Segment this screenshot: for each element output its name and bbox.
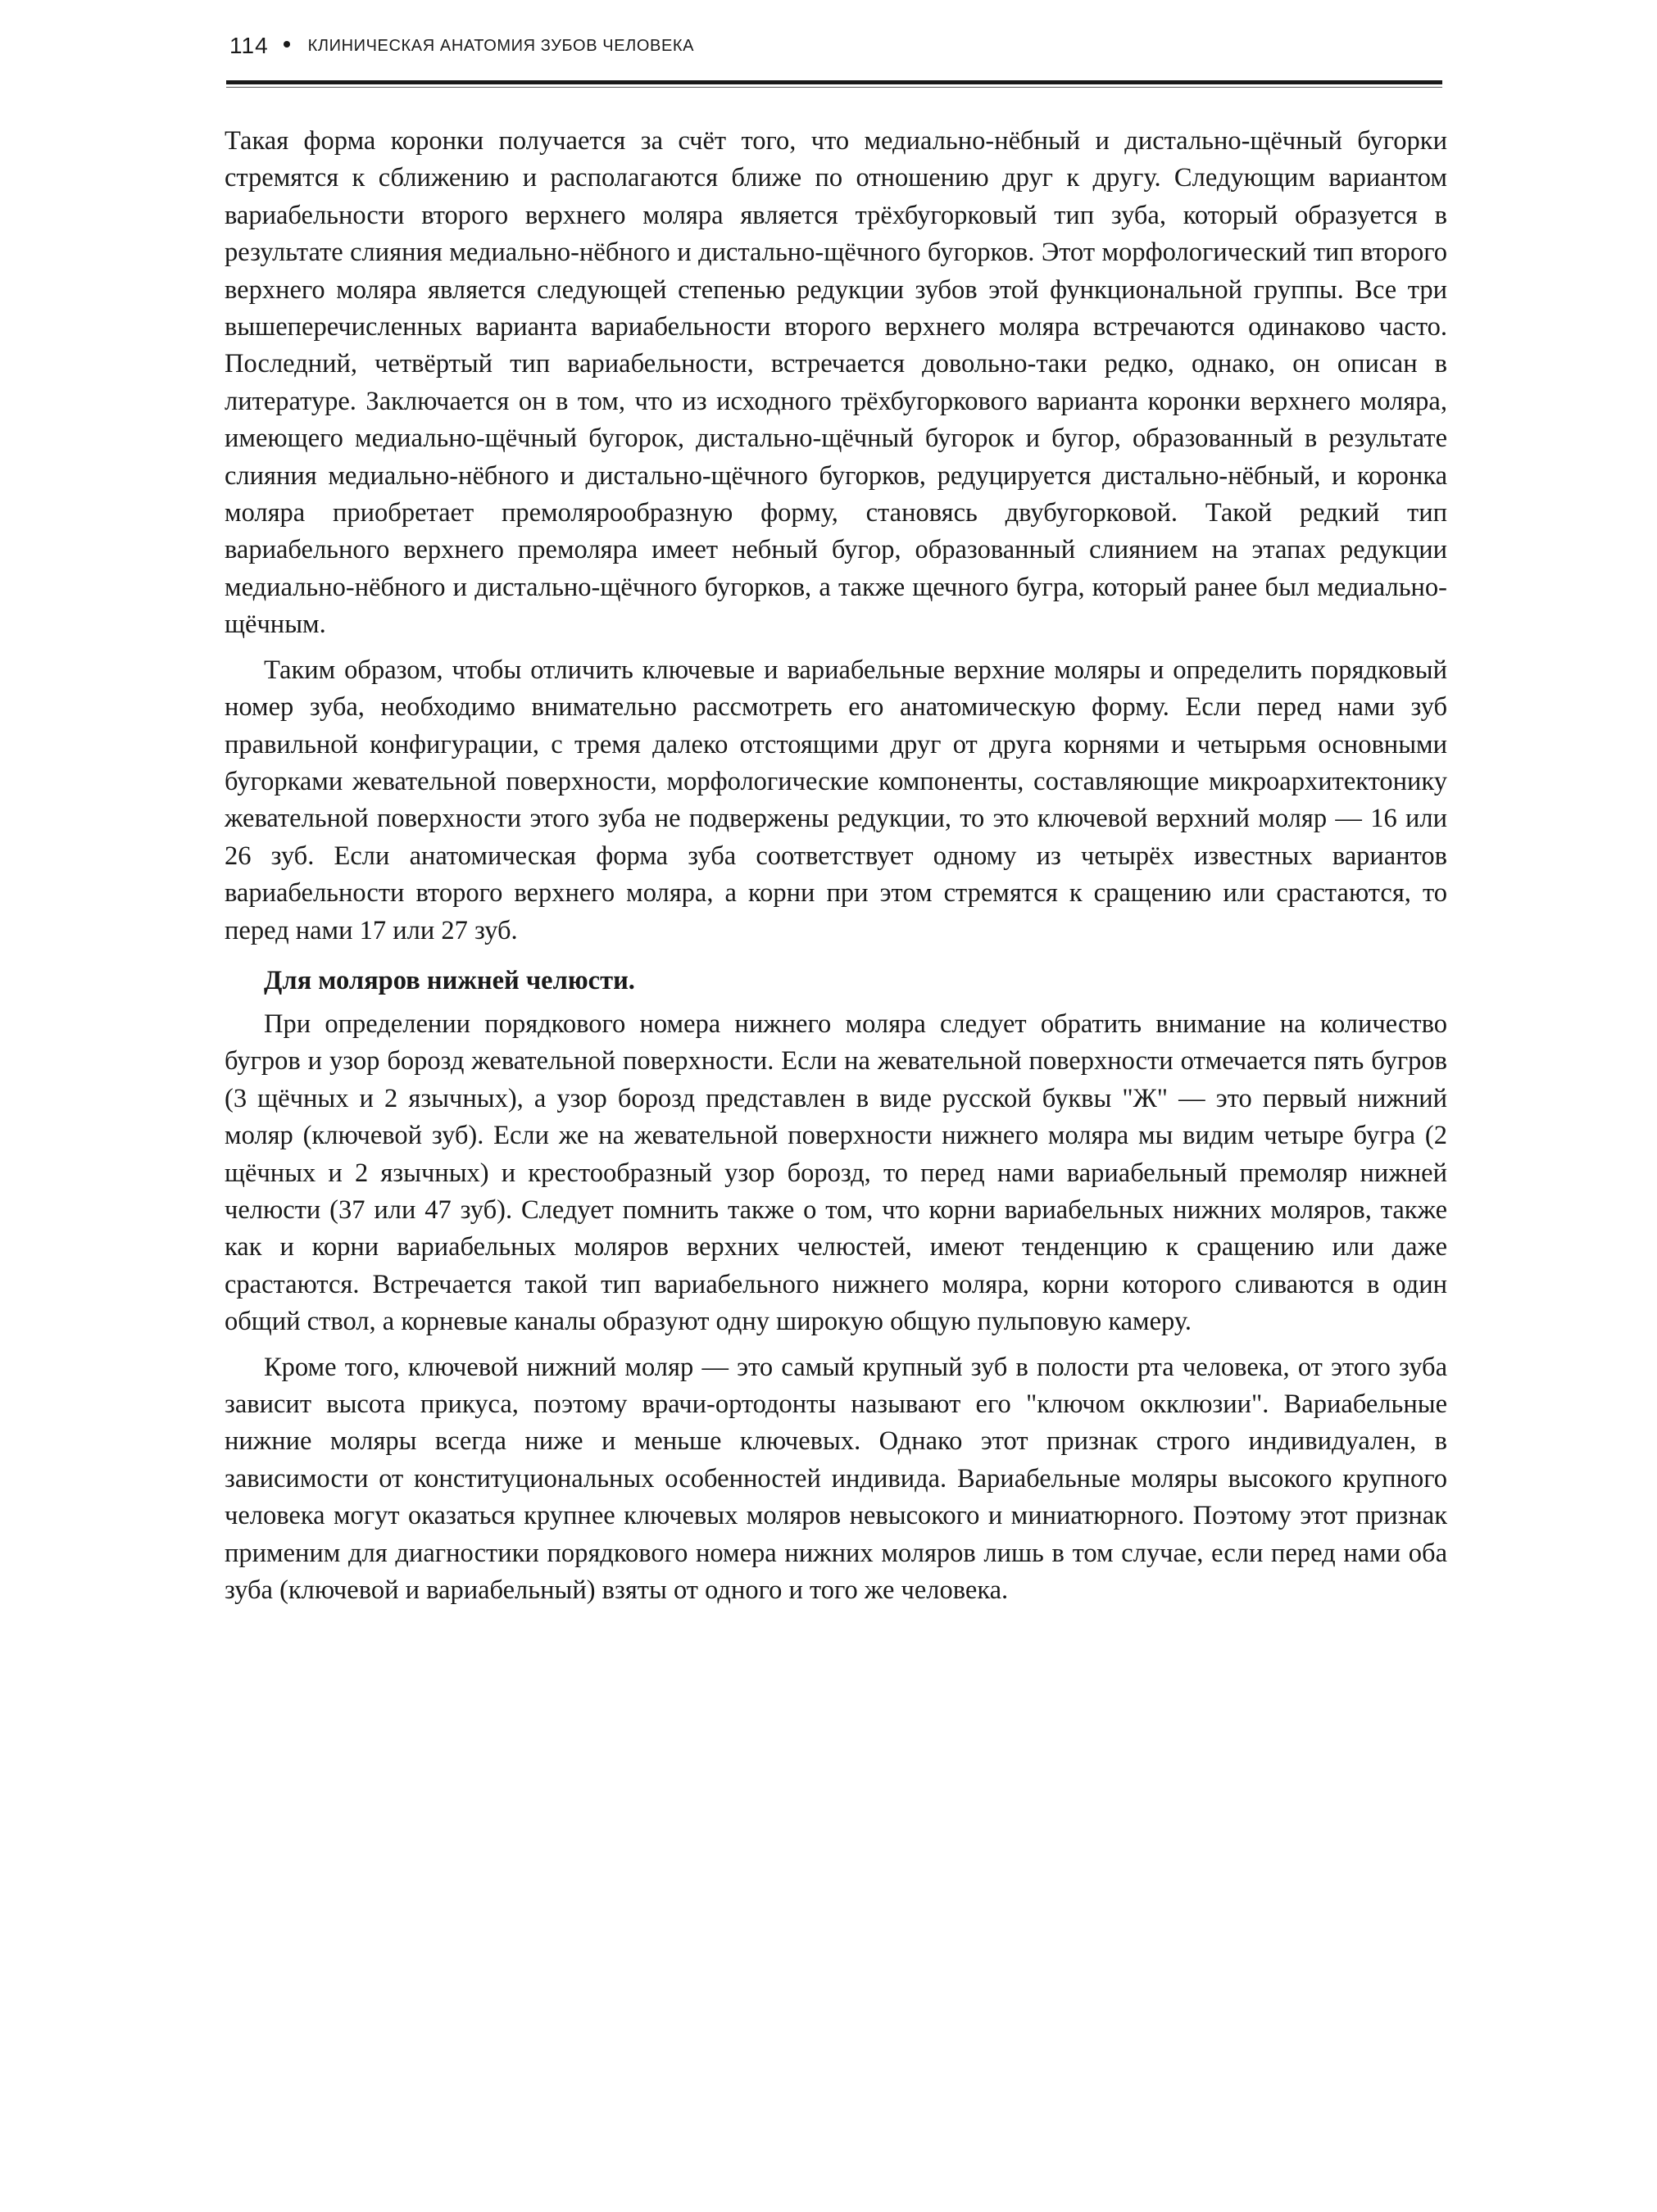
header-rule-thin: [226, 87, 1442, 88]
paragraph-upper-molar-variants: Такая форма коронки получается за счёт того, что медиально-нёбный и дистально-щёчный бугорки стремятся к сближению и располагаются ближе по отношению друг к другу. Следующим вариантом вариабельности второго верхнего моляра является трёхбугорковый тип зуба, который образуется в результате слияния медиально-нёбного и дистально-щёчного бугорков. Этот морфологический тип второго верхнего моляра является следующей степенью редукции зубов этой функциональной группы. Все три вышеперечисленных варианта вариабельности второго верхнего моляра встречаются одинаково часто. Последний, четвёртый тип вариабельности, встречается довольно-таки редко, однако, он описан в литературе. Заключается он в том, что из исходного трёхбугоркового варианта коронки верхнего моляра, имеющего медиально-щёчный бугорок, дистально-щёчный бугорок и бугор, образованный в результате слияния медиально-нёбного и дистально-щёчного бугорков, редуцируется дистально-нёбный, и коронка моляра приобретает премолярообразную форму, становясь двубугорковой. Такой редкий тип вариабельного верхнего премоляра имеет небный бугор, образованный слиянием на этапах редукции медиально-нёбного и дистально-щёчного бугорков, а также щечного бугра, который ранее был медиально-щёчным.: [225, 126, 1447, 640]
paragraph-upper-molar-summary: Таким образом, чтобы отличить ключевые и вариабельные верхние моляры и определить порядковый номер зуба, необходимо внимательно рассмотреть его анатомическую форму. Если перед нами зуб правильной конфигурации, с тремя далеко отстоящими друг от друга корнями и четырьмя основными бугорками жевательной поверхности, морфологические компоненты, составляющие микроархитектонику жевательной поверхности этого зуба не подвержены редукции, то это ключевой верхний моляр — 16 или 26 зуб. Если анатомическая форма зуба соответствует одному из четырёх известных вариантов вариабельности второго верхнего моляра, а корни при этом стремятся к сращению или срастаются, то перед нами 17 или 27 зуб.: [225, 655, 1447, 945]
page-body: [225, 123, 1447, 1609]
paragraph-key-lower-molar: Кроме того, ключевой нижний моляр — это самый крупный зуб в полости рта человека, от этого зуба зависит высота прикуса, поэтому врачи-ортодонты называют его "ключом окклюзии". Вариабельные нижние моляры всегда ниже и меньше ключевых. Однако этот признак строго индивидуален, в зависимости от конституциональных особенностей индивида. Вариабельные моляры высокого крупного человека могут оказаться крупнее ключевых моляров невысокого и миниатюрного. Поэтому этот признак применим для диагностики порядкового номера нижних моляров лишь в том случае, если перед нами оба зуба (ключевой и вариабельный) взяты от одного и того же человека.: [225, 1352, 1447, 1606]
book-title: КЛИНИЧЕСКАЯ АНАТОМИЯ ЗУБОВ ЧЕЛОВЕКА: [307, 36, 695, 55]
bullet-separator: [284, 41, 290, 48]
paragraph-lower-molar-identification: При определении порядкового номера нижнего моляра следует обратить внимание на количество бугров и узор борозд жевательной поверхности. Если на жевательной поверхности отмечается пять бугров (3 щёчных и 2 язычных), а узор борозд представлен в виде русской буквы "Ж" — это первый нижний моляр (ключевой зуб). Если же на жевательной поверхности нижнего моляра мы видим четыре бугра (2 щёчных и 2 язычных) и крестообразный узор борозд, то перед нами вариабельный премоляр нижней челюсти (37 или 47 зуб). Следует помнить также о том, что корни вариабельных нижних моляров, также как и корни вариабельных моляров верхних челюстей, имеют тенденцию к сращению или даже срастаются. Встречается такой тип вариабельного нижнего моляра, корни которого сливаются в один общий ствол, а корневые каналы образуют одну широкую общую пульповую камеру.: [225, 1009, 1447, 1337]
running-head: [229, 29, 1442, 62]
header-rule: [226, 80, 1442, 84]
section-heading-lower-molars: Для моляров нижней челюсти.: [264, 965, 635, 995]
page-number: 114: [229, 33, 269, 58]
